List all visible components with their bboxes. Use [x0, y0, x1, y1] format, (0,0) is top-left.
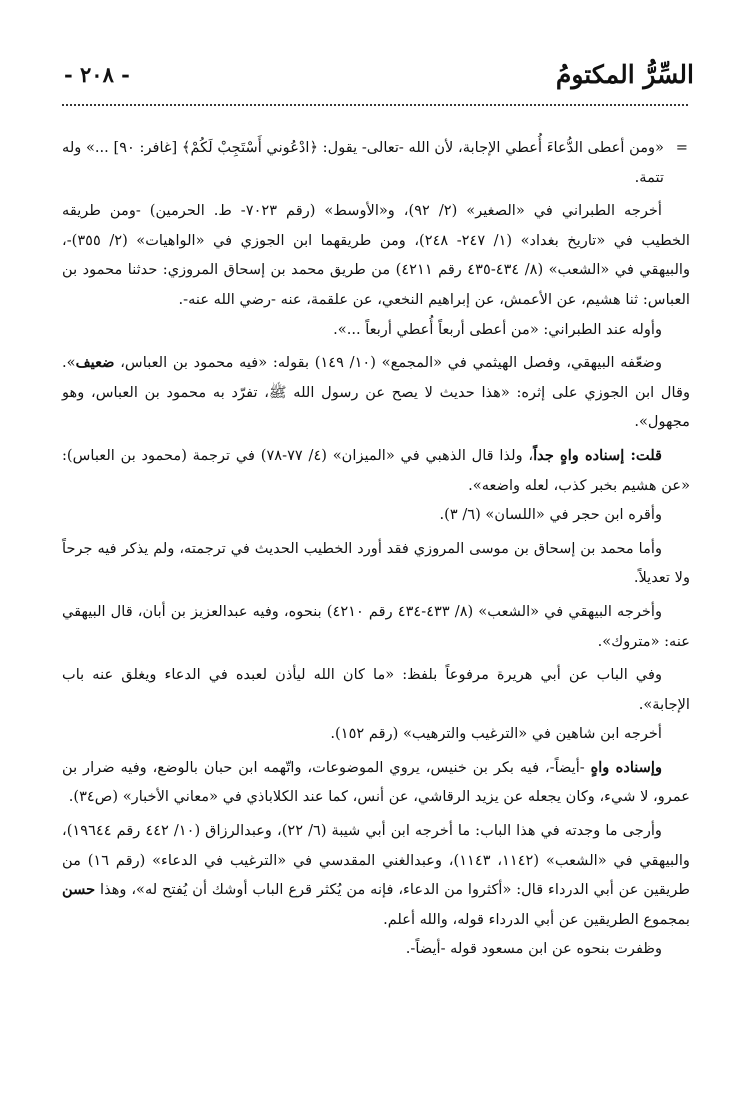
paragraph-10 — [62, 719, 690, 749]
paragraph-text: وضعّفه البيهقي، وفصل الهيثمي في «المجمع» (١٠/ ١٤٩) بقوله: «فيه محمود بن العباس، — [114, 354, 662, 372]
paragraph-text: وظفرت بنحوه عن ابن مسعود قوله -أيضاً-. — [405, 940, 662, 958]
paragraph-6 — [62, 500, 690, 530]
footnote-text — [62, 133, 690, 964]
book-title: السِّرُّ المكتومُ — [555, 59, 694, 89]
paragraph-text: أخرجه الطبراني في «الصغير» (٢/ ٩٢)، و«الأوسط» (رقم ٧٠٢٣- ط. الحرمين) -ومن طريقه الخطيب في «تاريخ بغداد» (١/ ٢٤٧- ٢٤٨)، ومن طريقهما ابن الجوزي في «الواهيات» (٢/ ٣٥٥)-، والبيهقي في «الشعب» (٨/ ٤٣٤-٤٣٥ رقم ٤٢١١) من طريق محمد بن إسحاق المروزي: حدثنا محمود بن العباس: ثنا هشيم، عن الأعمش، عن إبراهيم النخعي، عن علقمة، عنه -رضي الله عنه-. — [62, 202, 690, 308]
header-divider — [62, 104, 688, 106]
paragraph-text: ، ولذا قال الذهبي في «الميزان» (٤/ ٧٧-٧٨) في ترجمة (محمود بن العباس): «عن هشيم بخبر كذب، لعله واضعه». — [62, 446, 690, 494]
page-header — [64, 54, 694, 94]
paragraph-text-tail: بمجموع الطريقين عن أبي الدرداء قوله، والله أعلم. — [383, 910, 690, 928]
continuation-mark: = — [675, 139, 688, 156]
paragraph-text: وأوله عند الطبراني: «من أعطى أربعاً أُعطي أربعاً ...». — [333, 320, 662, 338]
paragraph-9 — [62, 660, 690, 719]
paragraph-7 — [62, 534, 690, 593]
paragraph-text: وأرجى ما وجدته في هذا الباب: ما أخرجه ابن أبي شيبة (٦/ ٢٢)، وعبدالرزاق (١٠/ ٤٤٢ رقم ١٩٦٤٤)، والبيهقي في «الشعب» (١١٤٢، ١١٤٣)، وعبدالغني المقدسي في «الترغيب في الدعاء» (رقم ١٦) من طريقين عن أبي الدرداء قال: «أكثروا من الدعاء، فإنه من يُكثر قرع الباب أوشك أن يُفتح له»، وهذا — [62, 822, 690, 899]
paragraph-text: وأما محمد بن إسحاق بن موسى المروزي فقد أورد الخطيب الحديث في ترجمته، ولم يذكر فيه جرحاً ولا تعديلاً. — [62, 539, 690, 587]
page-number: - ٢٠٨ - — [64, 61, 130, 87]
paragraph-3 — [62, 315, 690, 345]
paragraph-8 — [62, 597, 690, 656]
paragraph-text: وأخرجه البيهقي في «الشعب» (٨/ ٤٣٣-٤٣٤ رقم ٤٢١٠) بنحوه، وفيه عبدالعزيز بن أبان، قال البيهقي عنه: «متروك». — [62, 602, 690, 650]
paragraph-text-tail: ». وقال ابن الجوزي على إثره: «هذا حديث لا يصح عن رسول الله ﷺ، تفرّد به محمود بن العباس، وهو مجهول». — [62, 354, 690, 431]
paragraph-text: «ومن أعطى الدُّعاءَ أُعطي الإجابة، لأن الله -تعالى- يقول: ﴿ادْعُوني أَسْتَجِبْ لَكُمْ﴾ [غافر: ٩٠] ...» وله تتمة. — [62, 139, 664, 186]
bold-term: ضعيف — [75, 354, 115, 372]
bold-lead: وإسناده واهٍ — [590, 758, 662, 776]
bold-term: حسن — [62, 881, 96, 899]
bold-lead: قلت: إسناده واهٍ جداً — [533, 446, 663, 464]
paragraph-12 — [62, 816, 690, 934]
paragraph-1 — [62, 133, 690, 192]
paragraph-text: وفي الباب عن أبي هريرة مرفوعاً بلفظ: «ما كان الله ليأذن لعبده في الدعاء ويغلق عنه باب الإجابة». — [62, 666, 690, 713]
paragraph-2 — [62, 196, 690, 314]
paragraph-text: وأقره ابن حجر في «اللسان» (٦/ ٣). — [439, 506, 662, 524]
paragraph-4 — [62, 348, 690, 437]
paragraph-11 — [62, 753, 690, 812]
paragraph-text: أخرجه ابن شاهين في «الترغيب والترهيب» (رقم ١٥٢). — [330, 725, 662, 743]
paragraph-5 — [62, 441, 690, 500]
paragraph-13 — [62, 934, 690, 964]
paragraph-text: -أيضاً-، فيه بكر بن خنيس، يروي الموضوعات، واتّهمه ابن حبان بالوضع، وفيه ضرار بن عمرو، لا شيء، وكان يجعله عن يزيد الرقاشي، عن أنس، كما عند الكلاباذي في «معاني الأخبار» (ص٣٤). — [62, 758, 690, 806]
